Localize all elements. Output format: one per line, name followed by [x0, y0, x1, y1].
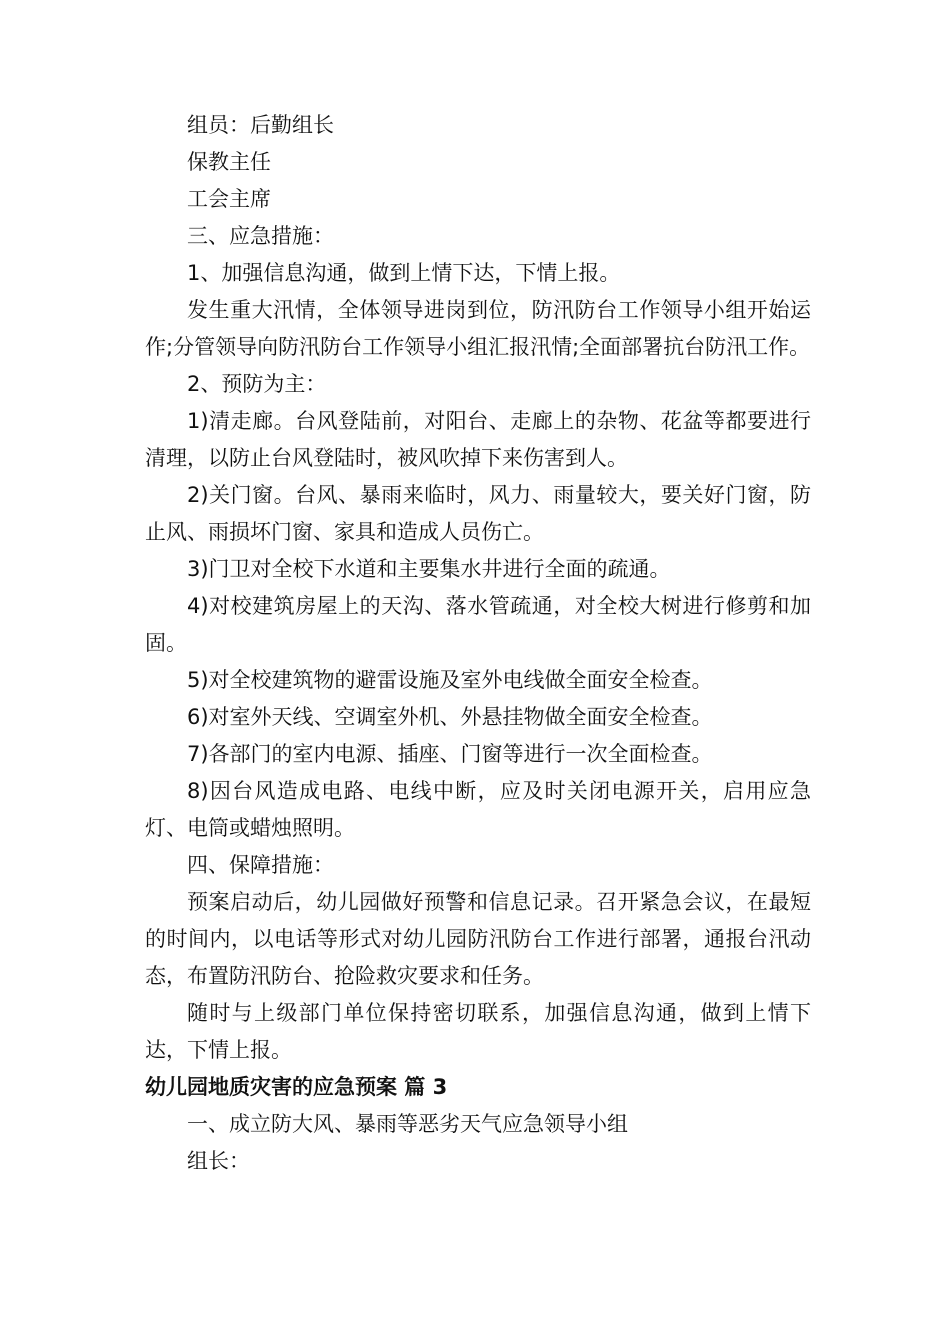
paragraph: 6)对室外天线、空调室外机、外悬挂物做全面安全检查。 — [187, 705, 713, 729]
section-heading: 三、应急措施： — [187, 224, 334, 248]
paragraph: 组员：后勤组长 — [187, 113, 334, 137]
paragraph: 1)清走廊。台风登陆前，对阳台、走廊上的杂物、花盆等都要进行清理，以防止台风登陆时，被风吹掉下来伤害到人。 — [145, 409, 811, 470]
paragraph: 组长： — [187, 1149, 250, 1173]
paragraph: 5)对全校建筑物的避雷设施及室外电线做全面安全检查。 — [187, 668, 713, 692]
paragraph: 2)关门窗。台风、暴雨来临时，风力、雨量较大，要关好门窗，防止风、雨损坏门窗、家具和造成人员伤亡。 — [145, 483, 811, 544]
paragraph: 7)各部门的室内电源、插座、门窗等进行一次全面检查。 — [187, 742, 713, 766]
paragraph: 预案启动后，幼儿园做好预警和信息记录。召开紧急会议，在最短的时间内，以电话等形式对幼儿园防汛防台工作进行部署，通报台汛动态，布置防汛防台、抢险救灾要求和任务。 — [145, 890, 811, 988]
paragraph: 保教主任 — [187, 150, 271, 174]
document-body — [145, 107, 811, 1180]
paragraph: 4)对校建筑房屋上的天沟、落水管疏通，对全校大树进行修剪和加固。 — [145, 594, 811, 655]
paragraph: 随时与上级部门单位保持密切联系，加强信息沟通，做到上情下达，下情上报。 — [145, 1001, 811, 1062]
article-heading: 幼儿园地质灾害的应急预案 篇 3 — [145, 1075, 448, 1099]
paragraph: 一、成立防大风、暴雨等恶劣天气应急领导小组 — [187, 1112, 628, 1136]
paragraph: 2、预防为主： — [187, 372, 327, 396]
paragraph: 3)门卫对全校下水道和主要集水井进行全面的疏通。 — [187, 557, 671, 581]
paragraph: 发生重大汛情，全体领导进岗到位，防汛防台工作领导小组开始运作;分管领导向防汛防台工作领导小组汇报汛情;全面部署抗台防汛工作。 — [145, 298, 811, 359]
paragraph: 8)因台风造成电路、电线中断，应及时关闭电源开关，启用应急灯、电筒或蜡烛照明。 — [145, 779, 811, 840]
section-heading: 四、保障措施： — [187, 853, 334, 877]
paragraph: 工会主席 — [187, 187, 271, 211]
paragraph: 1、加强信息沟通，做到上情下达，下情上报。 — [187, 261, 621, 285]
